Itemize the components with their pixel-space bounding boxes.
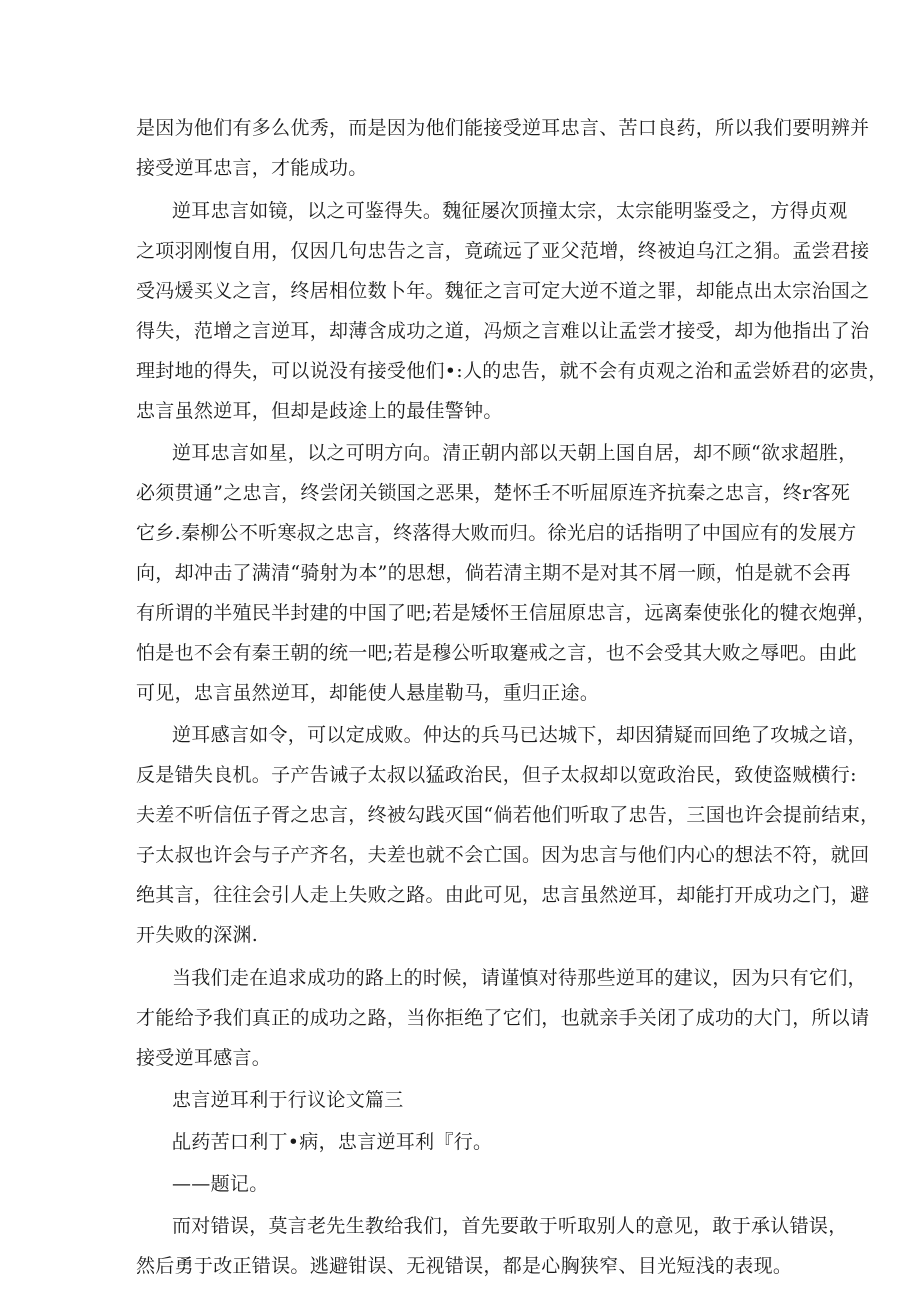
- text-line: 才能给予我们真正的成功之路，当你拒绝了它们，也就亲手关闭了成功的大门，所以请: [136, 1007, 870, 1029]
- text-line: 然后勇于改正错误。逃避钳误、无视错误，都是心胸狭窄、目光短浅的表现。: [136, 1255, 793, 1277]
- paragraph-start: 逆耳忠言如星，以之可明方向。清正朝内部以天朝上国自居，却不顾“欲求超胜，: [172, 442, 858, 464]
- paragraph-start: 而对错误，莫言老先生教给我们，首先要敢于听取别人的意见，敢于承认错误，: [172, 1215, 848, 1237]
- text-line: 向，却冲击了满清“骑射为本”的思想，倘若清主期不是对其不屑一顾，怕是就不会再: [136, 562, 851, 584]
- text-line: 有所谓的半殖民半封建的中国了吧;若是矮怀王信屈原忠言，远离秦使张化的犍衣炮弹，: [136, 602, 877, 624]
- paragraph-start: 逆耳忠言如镜，以之可鉴得失。魏征屡次顶撞太宗，太宗能明鉴受之，方得贞观: [172, 200, 848, 222]
- text-line: 绝其言，往往会引人走上失败之路。由此可见，忠言虽然逆耳，却能打开成功之门，避: [136, 884, 870, 906]
- text-line: 接受逆耳忠言，才能成功。: [136, 157, 368, 179]
- paragraph-start: 逆耳感言如令，可以定成败。仲达的兵马已达城下，却因猜疑而回绝了攻城之谙，: [172, 724, 867, 746]
- text-line: 怕是也不会有秦王朝的统一吧;若是穆公听取蹇戒之言，也不会受其大败之辱吧。由此: [136, 642, 857, 664]
- epigraph: 乩药苦口利丁•病，忠言逆耳利『行。: [172, 1131, 493, 1153]
- text-line: 忠言虽然逆耳，但却是歧途上的最佳警钟。: [136, 400, 503, 422]
- section-heading: 忠言逆耳利于行议论文篇三: [172, 1089, 404, 1111]
- text-line: 夫差不听信伍子胥之忠言，终被勾践灭国“倘若他们听取了忠告，三国也许会提前结束，: [136, 804, 880, 826]
- text-line: 理封地的得失，可以说没有接受他们•:人的忠告，就不会有贞观之治和孟尝娇君的宓贵，: [136, 360, 888, 382]
- text-line: 必须贯通”之忠言，终尝闭关锁国之恶果，楚怀壬不听屈原连齐抗秦之忠言，终r客死: [136, 482, 851, 504]
- text-line: 它乡.秦柳公不听寒叔之忠言，终落得大败而归。徐光启的话指明了中国应有的发展方: [136, 522, 857, 544]
- text-line: 是因为他们有多么优秀，而是因为他们能接受逆耳忠言、苦口良药，所以我们要明辨并: [136, 117, 870, 139]
- text-line: 可见，忠言虽然逆耳，却能使人悬崖勒马，重归正途。: [136, 682, 600, 704]
- text-line: 得失，范增之言逆耳，却薄含成功之道，冯烦之言难以让孟尝才接受，却为他指出了治: [136, 320, 870, 342]
- text-line: 反是错失良机。子产告诫子太叔以猛政治民，但子太叔却以宽政治民，致使盗贼横行:: [136, 764, 857, 786]
- text-line: 开失败的深渊.: [136, 924, 259, 946]
- text-line: 子太叔也许会与子产齐名，夫差也就不会亡国。因为忠言与他们内心的想法不符，就回: [136, 844, 870, 866]
- paragraph-start: 当我们走在追求成功的路上的时候，请谨慎对待那些逆耳的建议，因为只有它们，: [172, 967, 867, 989]
- text-line: 接受逆耳感言。: [136, 1047, 272, 1069]
- text-line: 之项羽刚愎自用，仅因几句忠告之言，竟疏远了亚父范增，终被迫乌江之狷。孟尝君接: [136, 240, 870, 262]
- text-line: 受冯煖买义之言，终居相位数卜年。魏征之言可定大逆不道之罪，却能点出太宗治国之: [136, 280, 870, 302]
- epigraph-attribution: ——题记。: [172, 1173, 269, 1195]
